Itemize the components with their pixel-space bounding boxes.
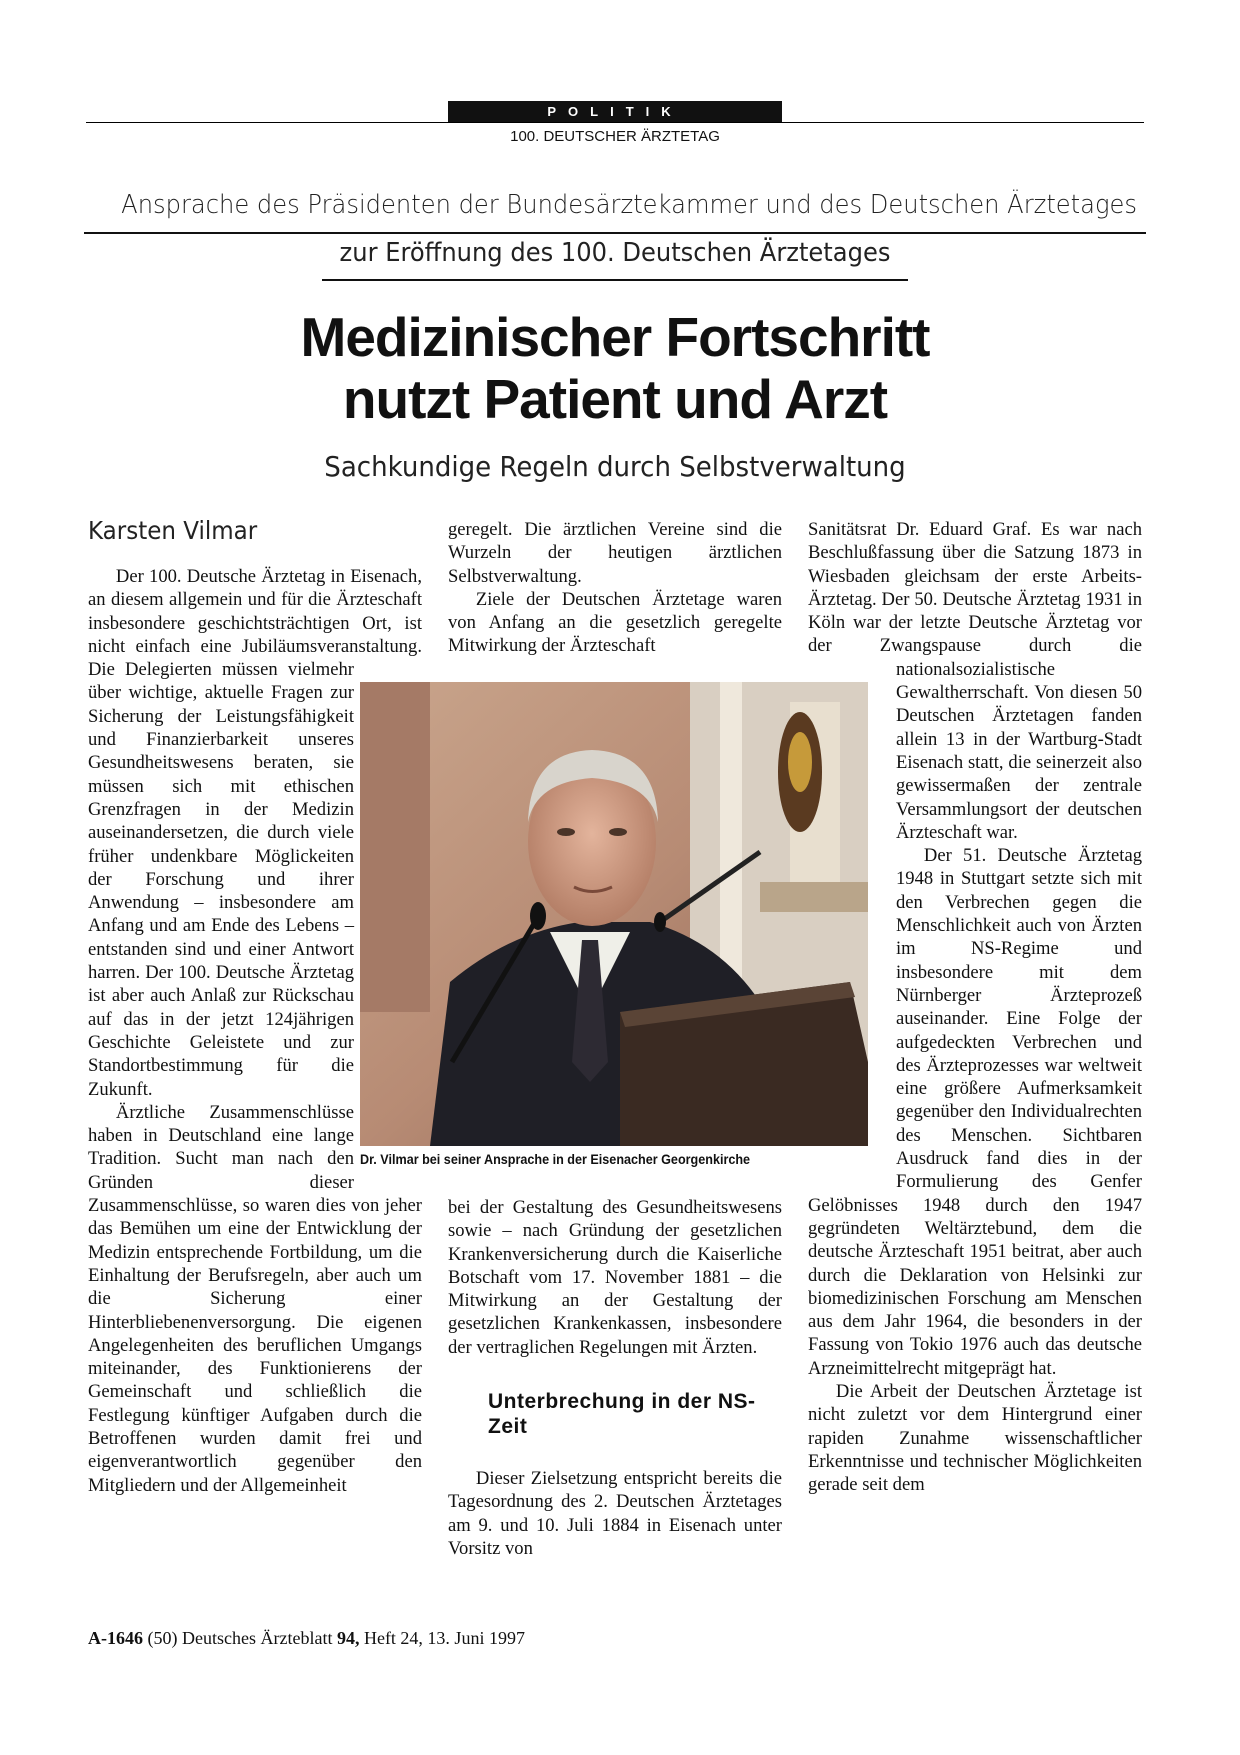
paragraph: Der 100. Deutsche Ärztetag in Eisenach, an diesem allgemein und für die Ärzteschaft insbesondere geschichtsträchtigen Ort, ist nicht einfach eine Jubiläumsveranstaltung. Die Delegierten müssen vielmehr über wichtige, aktuelle Fragen zur Sicherung der Leistungsfähigkeit und Finanzierbarkeit unseres Gesundheitswesens beraten, sie müssen sich mit ethischen Grenzfragen in der Medizin auseinandersetzen, die durch viele früher undenkbare Möglickeiten der Forschung und ihrer Anwendung – insbesondere am Anfang und am Ende des Lebens – entstanden sind und einer Antwort harren. Der 100. Deutsche Ärztetag ist aber auch Anlaß zur Rückschau auf das in der jetzt 124jährigen Geschichte Geleistete und zur Standortbestimmung für die Zukunft. (88, 566, 422, 1100)
paragraph: Sanitätsrat Dr. Eduard Graf. Es war nach Beschlußfassung über die Satzung 1873 in Wiesbaden gleichsam der erste Arbeits-Ärztetag. Der 50. Deutsche Ärztetag 1931 in Köln war der letzte Deutsche Ärztetag vor der Zwangspause durch die nationalsozialistische Gewaltherrschaft. Von diesen 50 Deutschen Ärztetagen fanden allein 13 in der Wartburg-Stadt Eisenach statt, die seinerzeit also gewissermaßen der zentrale Versammlungsort der deutschen Ärzteschaft war. (808, 519, 1142, 843)
header-rule (86, 122, 1144, 123)
kicker-line-1: Ansprache des Präsidenten der Bundesärztekammer und des Deutschen Ärztetages (121, 190, 1137, 220)
headline-line-1: Medizinischer Fortschritt (300, 306, 930, 368)
column-2-bottom (448, 1196, 782, 1560)
page-number: (50) (147, 1628, 178, 1648)
paragraph: Ärztliche Zusammenschlüsse haben in Deutschland eine lange Tradition. Sucht man nach den Gründen dieser Zusammenschlüsse, so waren dies von jeher das Bemühen um eine der Entwicklung der Medizin entsprechende Fortbildung, um die Einhaltung der Berufsregeln, aber auch um die Sicherung einer Hinterbliebenenversorgung. Die eigenen Angelegenheiten des beruflichen Umgangs miteinander, des Funktionierens der Gemeinschaft und schließlich die Festlegung künftiger Aufgaben durch die Betroffenen wurden damit frei und eigenverantwortlich gegenüber den Mitgliedern und der Allgemeinheit (88, 1101, 422, 1496)
paragraph: Ziele der Deutschen Ärztetage waren von Anfang an die gesetzlich geregelte Mitwirkung der Ärzteschaft (448, 588, 782, 657)
section-label: POLITIK (448, 101, 782, 123)
speaker-photo (360, 682, 868, 1146)
paragraph: bei der Gestaltung des Gesundheitswesens sowie – nach Gründung der gesetzlichen Krankenversicherung durch die Kaiserliche Botschaft vom 17. November 1881 – die Mitwirkung an der Gestaltung der gesetzlichen Krankenkassen, insbesondere der vertraglichen Regelungen mit Ärzten. (448, 1197, 782, 1358)
journal-name: Deutsches Ärzteblatt (182, 1628, 333, 1648)
section-heading: Unterbrechung in der NS-Zeit (488, 1390, 756, 1439)
photo-illustration (360, 682, 868, 1146)
column-3 (808, 518, 1142, 1608)
photo-caption: Dr. Vilmar bei seiner Ansprache in der Eisenacher Georgenkirche (360, 1151, 751, 1167)
paragraph: Dieser Zielsetzung entspricht bereits die Tagesordnung des 2. Deutschen Ärztetages am 9. und 10. Juli 1884 in Eisenach unter Vorsitz von (448, 1468, 782, 1559)
paragraph: geregelt. Die ärztlichen Vereine sind die Wurzeln der heutigen ärztlichen Selbstverwaltung. (448, 519, 782, 587)
kicker-line-2: zur Eröffnung des 100. Deutschen Ärztetages (339, 238, 891, 268)
headline-line-2: nutzt Patient und Arzt (342, 368, 888, 430)
subsection-label: 100. DEUTSCHER ÄRZTETAG (510, 128, 720, 145)
kicker-rule (322, 279, 908, 281)
subheadline: Sachkundige Regeln durch Selbstverwaltung (324, 450, 906, 483)
column-2-top (448, 518, 782, 658)
page-reference: A-1646 (88, 1628, 143, 1648)
issue-date: Heft 24, 13. Juni 1997 (363, 1628, 525, 1648)
paragraph: Der 51. Deutsche Ärztetag 1948 in Stuttgart setzte sich mit den Verbrechen gegen die Menschlichkeit auch von Ärzten im NS-Regime und insbesondere mit dem Nürnberger Ärzteprozeß auseinander. Eine Folge der aufgedeckten Verbrechen und des Ärzteprozesses war weltweit eine größere Aufmerksamkeit gegenüber den Individualrechten des Menschen. Sichtbaren Ausdruck fand dies in der Formulierung des Genfer Gelöbnisses 1948 durch den 1947 gegründeten Weltärztebund, dem die deutsche Ärzteschaft 1951 beitrat, aber auch durch die Deklaration von Helsinki zur biomedizinischen Forschung am Menschen aus dem Jahr 1964, die besonders in der Fassung von Tokio 1976 auch das deutsche Arzneimittelrecht mitgeprägt hat. (808, 845, 1142, 1379)
paragraph: Die Arbeit der Deutschen Ärztetage ist nicht zuletzt vor dem Hintergrund einer rapiden Zunahme wissenschaftlicher Erkenntnisse und technischer Möglichkeiten gerade seit dem (808, 1380, 1142, 1496)
headline (84, 306, 1146, 430)
author-byline: Karsten Vilmar (88, 516, 258, 545)
page-footer (88, 1628, 525, 1649)
journal-volume: 94, (336, 1628, 360, 1648)
kicker-rule (84, 232, 1146, 234)
